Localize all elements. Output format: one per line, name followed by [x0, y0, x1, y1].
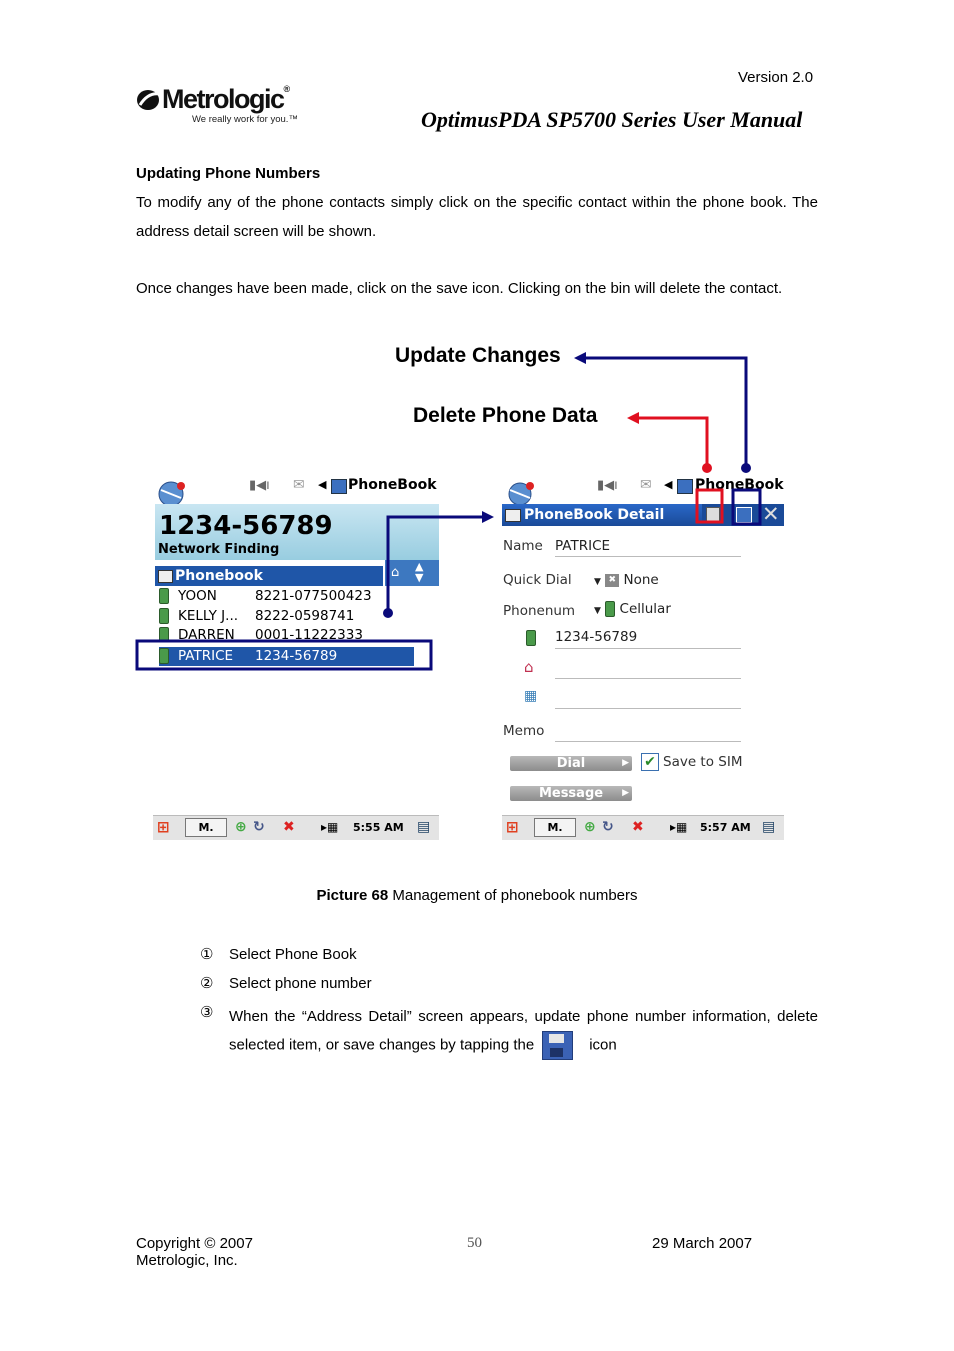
mobile-icon — [605, 601, 615, 617]
bin-icon[interactable] — [706, 507, 720, 523]
metrologic-logo — [136, 86, 312, 130]
list-item-selected[interactable]: PATRICE 1234-56789 — [159, 647, 414, 666]
network-icon[interactable]: ⊕ — [235, 819, 247, 835]
phonebook-screen — [153, 474, 439, 840]
clock: 5:57 AM — [700, 821, 751, 834]
signal-off-icon[interactable]: ✖ — [283, 819, 295, 835]
quick-dial-label: Quick Dial — [503, 572, 572, 588]
figure-caption: Picture 68 Management of phonebook numbers — [316, 887, 638, 904]
save-to-sim-label: Save to SIM — [663, 754, 743, 770]
step-3-marker: ③ — [200, 1004, 214, 1021]
phonebook-app-icon — [677, 479, 693, 494]
network-icon[interactable]: ⊕ — [584, 819, 596, 835]
view-toggle-icon[interactable]: ⌂ — [391, 565, 400, 580]
logo-tagline: We really work for you.™ — [192, 114, 298, 125]
step-1: ① Select Phone Book — [200, 946, 357, 963]
mobile-icon — [159, 588, 169, 604]
windows-stack-icon[interactable]: ▤ — [762, 819, 776, 835]
logo-swoosh-icon — [136, 88, 162, 112]
windows-stack-icon[interactable]: ▤ — [417, 819, 431, 835]
clock: 5:55 AM — [353, 821, 404, 834]
signal-off-icon[interactable]: ✖ — [632, 819, 644, 835]
network-status: Network Finding — [158, 542, 280, 557]
contact-card-icon — [158, 570, 173, 583]
volume-icon[interactable]: ▮◀ı — [597, 478, 618, 493]
sync-icon[interactable]: ↻ — [253, 819, 265, 835]
section-heading: Updating Phone Numbers — [136, 165, 321, 182]
detail-header: PhoneBook Detail — [502, 504, 702, 526]
back-arrow-icon[interactable]: ◀ — [664, 478, 673, 491]
close-icon[interactable]: ✕ — [762, 502, 780, 526]
office-phone-icon: ▦ — [524, 688, 538, 704]
sync-icon[interactable]: ↻ — [602, 819, 614, 835]
quick-dial-dropdown[interactable]: ▼ ✖ None — [594, 572, 659, 588]
paragraph-save: Once changes have been made, click on the save icon. Clicking on the bin will delete the contact. — [136, 280, 783, 297]
message-button[interactable]: Message ▶ — [510, 786, 632, 801]
step-2: ② Select phone number — [200, 975, 372, 992]
save-to-sim-checkbox[interactable]: ✔ — [641, 753, 659, 771]
name-label: Name — [503, 538, 543, 554]
mobile-icon — [159, 608, 169, 624]
memo-field[interactable] — [555, 741, 741, 742]
windows-start-icon[interactable]: ⊞ — [506, 818, 519, 836]
phonebook-detail-screen — [502, 474, 784, 840]
list-item[interactable]: YOON 8221-077500423 — [159, 588, 372, 604]
taskbar — [502, 815, 784, 840]
manual-title: OptimusPDA SP5700 Series User Manual — [421, 107, 803, 132]
footer-copyright: Copyright © 2007 Metrologic, Inc. — [136, 1235, 253, 1269]
footer-date: 29 March 2007 — [652, 1235, 753, 1252]
volume-icon[interactable]: ▮◀ı — [249, 478, 270, 493]
app-title: PhoneBook — [348, 477, 437, 493]
taskbar-app-button[interactable]: M. — [185, 818, 227, 837]
mail-icon[interactable]: ✉ — [640, 477, 652, 493]
dialed-number: 1234-56789 — [159, 511, 333, 541]
back-arrow-icon[interactable]: ◀ — [318, 478, 327, 491]
title-bar — [153, 474, 439, 500]
update-arrowhead — [574, 352, 586, 364]
name-field[interactable]: PATRICE — [555, 538, 611, 554]
keyboard-icon[interactable]: ▸▦ — [670, 820, 688, 834]
mobile-icon — [526, 630, 536, 646]
logo-wordmark: Metrologic® — [162, 84, 291, 114]
select-arrowhead — [482, 511, 494, 523]
title-bar — [502, 474, 784, 500]
taskbar-app-button[interactable]: M. — [534, 818, 576, 837]
mail-icon[interactable]: ✉ — [293, 477, 305, 493]
mobile-icon — [159, 627, 169, 640]
app-title: PhoneBook — [695, 477, 784, 493]
mobile-number-field[interactable]: 1234-56789 — [555, 629, 638, 645]
callout-update-changes: Update Changes — [395, 344, 561, 367]
contact-card-icon — [505, 509, 521, 522]
taskbar — [153, 815, 439, 840]
office-number-field[interactable] — [555, 708, 741, 709]
phonenum-label: Phonenum — [503, 603, 576, 619]
update-dot — [741, 463, 751, 473]
dial-button[interactable]: Dial ▶ — [510, 756, 632, 771]
list-item[interactable]: KELLY J... 8222-0598741 — [159, 608, 354, 624]
phonenum-type-dropdown[interactable]: ▼ Cellular — [594, 601, 671, 617]
save-icon[interactable] — [736, 507, 752, 523]
home-phone-icon: ⌂ — [524, 658, 534, 676]
scroll-buttons[interactable] — [385, 560, 439, 586]
page-number: 50 — [467, 1235, 482, 1251]
keyboard-icon[interactable]: ▸▦ — [321, 820, 339, 834]
mobile-icon — [159, 648, 169, 664]
delete-dot — [702, 463, 712, 473]
floppy-save-icon — [542, 1031, 573, 1060]
header-actions — [702, 504, 784, 526]
windows-start-icon[interactable]: ⊞ — [157, 818, 170, 836]
update-connector-line — [584, 358, 746, 467]
no-image-icon: ✖ — [605, 574, 619, 587]
home-number-field[interactable] — [555, 678, 741, 679]
memo-label: Memo — [503, 723, 545, 739]
phonebook-list-header: Phonebook — [155, 566, 383, 586]
delete-connector-line — [637, 418, 707, 467]
paragraph-intro: To modify any of the phone contacts simply click on the specific contact within the phone book. The address detail screen will be shown. — [136, 194, 818, 240]
version-label: Version 2.0 — [738, 69, 814, 86]
phonebook-app-icon — [331, 479, 347, 494]
globe-antenna-icon — [504, 476, 538, 506]
step-3-text: When the “Address Detail” screen appears, update phone number information, delete selected item, or save changes by tapping the icon — [229, 1003, 818, 1060]
delete-arrowhead — [627, 412, 639, 424]
up-down-arrow-icon[interactable]: ▲ ▼ — [415, 560, 424, 584]
list-item[interactable]: DARREN 0001-11222333 — [159, 627, 363, 640]
callout-delete-phone-data: Delete Phone Data — [413, 404, 598, 427]
